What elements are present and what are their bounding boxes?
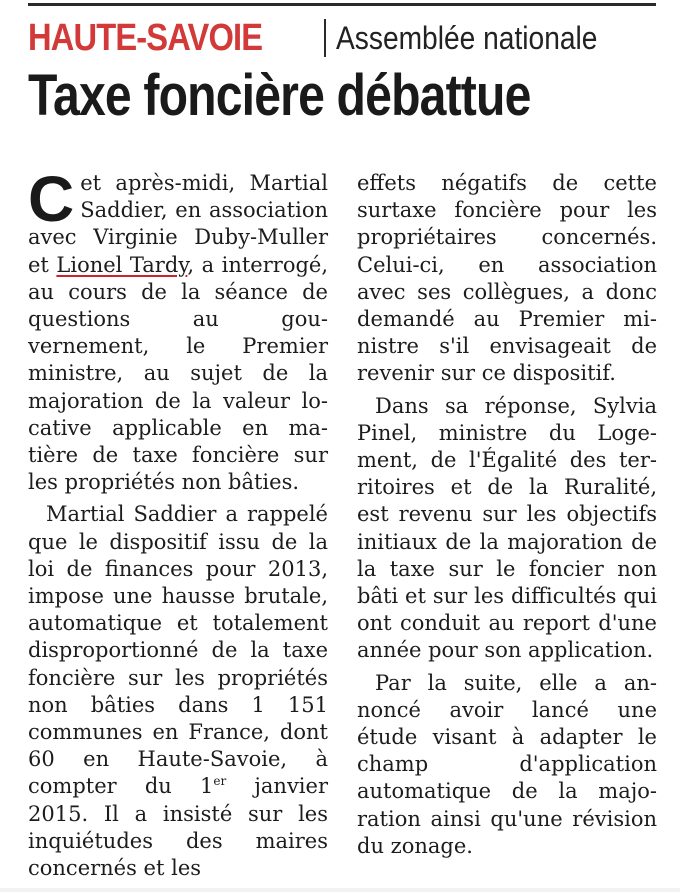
ordinal-superscript: er <box>213 774 227 789</box>
paragraph-1 <box>28 163 329 496</box>
article-column-left <box>28 163 329 882</box>
top-rule <box>28 3 656 6</box>
section-label: HAUTE-SAVOIE <box>28 16 263 59</box>
paragraph-4: Dans sa réponse, Sylvia Pinel, ministre du Logement, de l'Égalité des territoires et de la Ruralité, est revenu sur les objectifs initiaux de la majoration de la taxe sur le foncier non bâti et sur les difficultés qui ont conduit au report d'une année pour son application. <box>357 393 657 663</box>
paragraph-5: Par la suite, elle a annoncé avoir lancé une étude visant à adapter le champ d'application automatique de la majoration ainsi qu'une révision du zonage. <box>357 670 657 858</box>
paragraph-2 <box>28 501 328 882</box>
kicker-bar <box>28 16 656 60</box>
kicker-divider <box>324 19 326 57</box>
paragraph-2-text-b: janvier 2015. Il a insisté sur les inquiétudes des maires concernés et les <box>28 774 328 881</box>
rubric-label: Assemblée nationale <box>336 19 598 56</box>
paragraph-1-text-a: et après-midi, Martial Saddier, en association avec Virginie Duby-Muller et <box>28 171 328 277</box>
highlighted-name: Lionel Tardy <box>56 252 188 277</box>
paragraph-1-text-b: , a interrogé, au cours de la séance de questions au gouvernement, le Premier ministre, au sujet de la majoration de la valeur locative applicable en matière de taxe foncière sur les propriétés non bâties. <box>28 252 329 495</box>
article-column-right <box>357 170 657 860</box>
bottom-edge <box>0 888 680 892</box>
drop-cap: C <box>28 163 75 235</box>
paragraph-3: effets négatifs de cette surtaxe foncière pour les propriétaires concernés. Celui-ci, en association avec ses collègues, a donc demandé au Premier ministre s'il envisageait de revenir sur ce dispositif. <box>357 171 657 386</box>
paragraph-2-text-a: Martial Saddier a rappelé que le dispositif issu de la loi de finances pour 2013, impose une hausse brutale, automatique et totalement disproportionné de la taxe foncière sur les propriétés non bâties dans 1 151 communes en France, dont 60 en Haute-Savoie, à compter du 1 <box>28 502 328 799</box>
headline: Taxe foncière débattue <box>28 63 531 128</box>
